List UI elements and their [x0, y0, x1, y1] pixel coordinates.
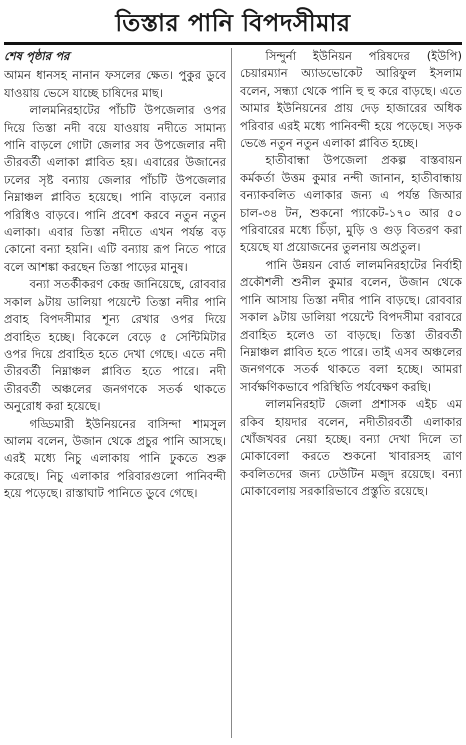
right-column — [240, 48, 462, 740]
headline-rule — [4, 42, 462, 45]
paragraph: আমন ধানসহ নানান ফসলের ক্ষেত। পুকুর ডুবে যাওয়ায় ভেসে যাচ্ছে চাষিদের মাছ। — [4, 68, 226, 100]
paragraph: গড্ডিমারী ইউনিয়নের বাসিন্দা শামসুল আলম বলেন, উজান থেকে প্রচুর পানি আসছে। এরই মধ্যে নিচু এলাকায় পানি ঢুকতে শুরু করেছে। নিচু এলাকার পরিবারগুলো পানিবন্দী হয়ে পড়েছে। রাস্তাঘাট পানিতে ডুবে গেছে। — [4, 416, 226, 501]
left-column — [4, 48, 226, 740]
paragraph: হাতীবান্ধা উপজেলা প্রকল্প বাস্তবায়ন কর্মকর্তা উত্তম কুমার নন্দী জানান, হাতীবান্ধায় বন্যাকবলিত এলাকার জন্য এ পর্যন্ত জিআর চাল-৩৪ টন, শুকনো প্যাকেট-১৭০ আর ৫০ পরিবারের মধ্যে চিঁড়া, মুড়ি ও গুড় বিতরণ করা হয়েছে যা প্রয়োজনের তুলনায় অপ্রতুল। — [240, 153, 462, 255]
paragraph: পানি উন্নয়ন বোর্ড লালমনিরহাটের নির্বাহী প্রকৌশলী শুনীল কুমার বলেন, উজান থেকে পানি আসায় তিস্তা নদীর পানি বাড়ছে। রোববার সকাল ৯টায় ডালিয়া পয়েন্টে বিপদসীমা বরাবরে প্রবাহিত হলেও তা বাড়ছে। তিস্তা তীরবর্তী নিম্নাঞ্চল প্লাবিত হতে পারে। তাই এসব অঞ্চলের জনগণকে সতর্ক থাকতে বলা হচ্ছে। আমরা সার্বক্ষণিকভাবে পরিস্থিতি পর্যবেক্ষণ করছি। — [240, 257, 462, 394]
continued-label: শেষ পৃষ্ঠার পর — [4, 49, 70, 63]
paragraph: লালমনিরহাটের পাঁচটি উপজেলার ওপর দিয়ে তিস্তা নদী বয়ে যাওয়ায় নদীতে সামান্য পানি বাড়লে গোটা জেলার সব উপজেলার নদী তীরবর্তী এলাকা প্লাবিত হয়। এবারের উজানের ঢলের সৃষ্ট বন্যায় জেলার পাঁচটি উপজেলার নিম্নাঞ্চল প্লাবিত হয়েছে। পানি বাড়লে বন্যার পরিধিও বাড়বে। পানি প্রবেশ করবে নতুন নতুন এলাকা। এবার তিস্তা নদীতে এখন পর্যন্ত বড় কোনো বন্যা হয়নি। এটি বন্যায় রূপ নিতে পারে বলে আশঙ্কা করছেন তিস্তা পাড়ের মানুষ। — [4, 103, 226, 274]
paragraph: সিন্দুর্না ইউনিয়ন পরিষদের (ইউপি) চেয়ারম্যান অ্যাডভোকেট আরিফুল ইসলাম বলেন, সন্ধ্যা থেকে পানি হু হু করে বাড়ছে। এতে আমার ইউনিয়নের প্রায় দেড় হাজারের অধিক পরিবার এরই মধ্যে পানিবন্দী হয়ে পড়েছে। সড়ক ভেঙে নতুন নতুন এলাকা প্লাবিত হচ্ছে। — [240, 49, 462, 151]
paragraph: লালমনিরহাট জেলা প্রশাসক এইচ এম রকিব হায়দার বলেন, নদীতীরবর্তী এলাকার খোঁজখবর নেয়া হচ্ছে। বন্যা দেখা দিলে তা মোকাবেলা করতে শুকনো খাবারসহ ত্রাণ কবলিতদের জন্য ঢেউটিন মজুদ রয়েছে। বন্যা মোকাবেলায় সরকারিভাবে প্রস্তুতি রয়েছে। — [240, 397, 462, 499]
column-divider — [231, 48, 232, 738]
paragraph: বন্যা সতর্কীকরণ কেন্দ্র জানিয়েছে, রোববার সকাল ৯টায় ডালিয়া পয়েন্টে তিস্তা নদীর পানি প্রবাহ বিপদসীমার শূন্য রেখার ওপর দিয়ে প্রবাহিত হচ্ছে। বিকেলে বেড়ে ৫ সেন্টিমিটার ওপর দিয়ে প্রবাহিত হতে দেখা গেছে। এতে নদী তীরবর্তী নিম্নাঞ্চল প্লাবিত হতে পারে। নদী তীরবর্তী অঞ্চলের জনগণকে সতর্ক থাকতে অনুরোধ করা হয়েছে। — [4, 277, 226, 414]
headline: তিস্তার পানি বিপদসীমার — [115, 8, 351, 37]
